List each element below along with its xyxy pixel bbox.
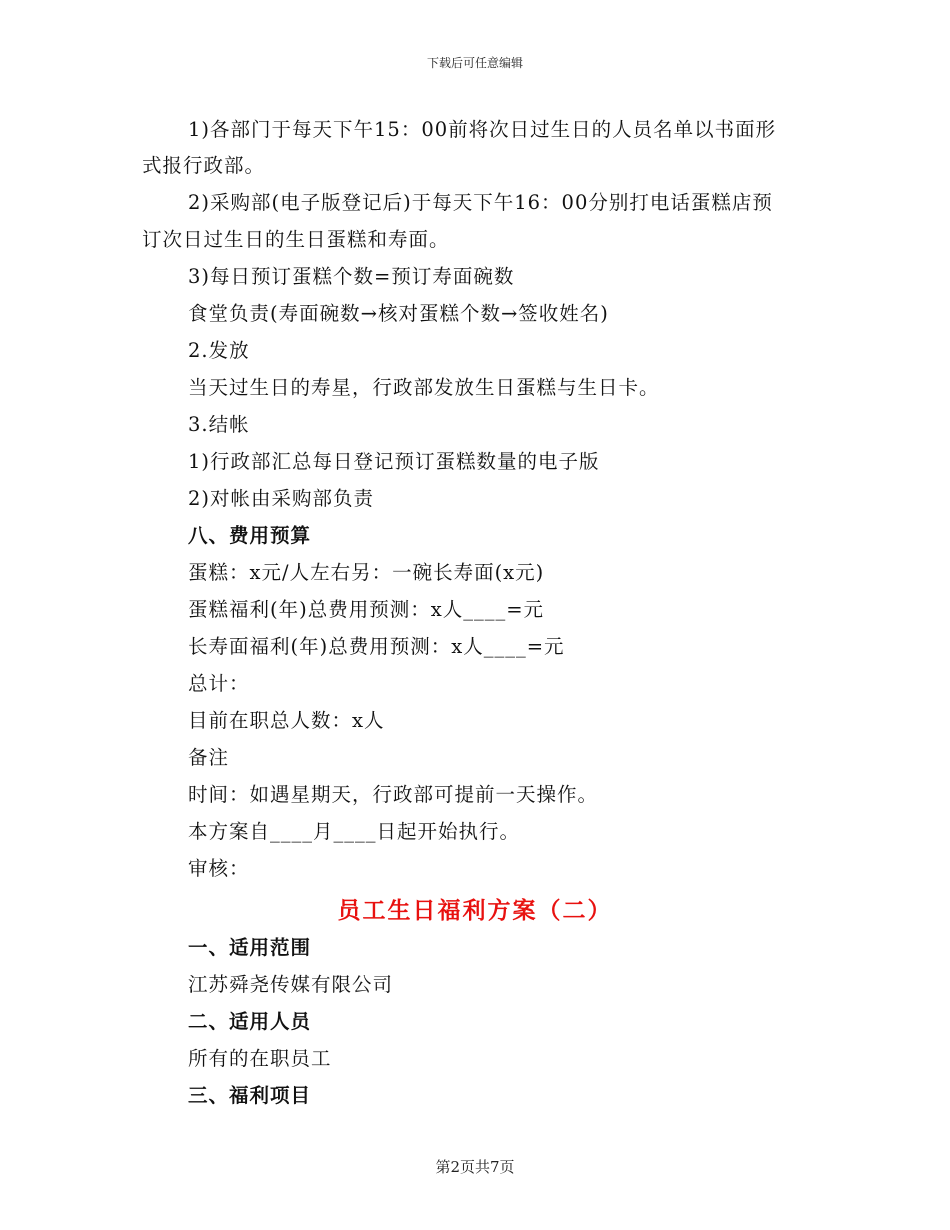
section-heading: 二、适用人员: [188, 1010, 312, 1033]
section-heading: 三、福利项目: [188, 1084, 312, 1107]
paragraph-line: 备注: [188, 746, 230, 769]
heading-line: 2.发放: [188, 339, 250, 362]
paragraph-line: 江苏舜尧传媒有限公司: [188, 973, 394, 996]
paragraph-line: 所有的在职员工: [188, 1047, 332, 1070]
paragraph-line: 目前在职总人数：x人: [188, 709, 385, 732]
paragraph-line: 长寿面福利(年)总费用预测：x人____=元: [188, 635, 565, 658]
paragraph-line: 审核：: [188, 857, 250, 880]
paragraph-line: 时间：如遇星期天，行政部可提前一天操作。: [188, 783, 599, 806]
section-heading: 一、适用范围: [188, 936, 312, 959]
paragraph-line: 2)对帐由采购部负责: [188, 487, 375, 510]
section-title: 员工生日福利方案（二）: [337, 897, 613, 924]
paragraph-line: 总计：: [188, 672, 250, 695]
paragraph-line: 1)各部门于每天下午15：00前将次日过生日的人员名单以书面形: [188, 118, 777, 141]
paragraph-line: 本方案自____月____日起开始执行。: [188, 820, 521, 843]
heading-line: 3.结帐: [188, 413, 250, 436]
paragraph-line: 食堂负责(寿面碗数→核对蛋糕个数→签收姓名): [188, 302, 609, 325]
paragraph-line: 1)行政部汇总每日登记预订蛋糕数量的电子版: [188, 450, 600, 473]
section-heading: 八、费用预算: [188, 524, 312, 547]
paragraph-line: 式报行政部。: [142, 154, 266, 177]
paragraph-line: 2)采购部(电子版登记后)于每天下午16：00分别打电话蛋糕店预: [188, 191, 773, 214]
paragraph-line: 3)每日预订蛋糕个数=预订寿面碗数: [188, 265, 515, 288]
paragraph-line: 蛋糕福利(年)总费用预测：x人____=元: [188, 598, 545, 621]
page-header: 下载后可任意编辑: [426, 56, 523, 70]
paragraph-line: 订次日过生日的生日蛋糕和寿面。: [142, 228, 450, 251]
page-footer: 第2页共7页: [435, 1158, 515, 1176]
paragraph-line: 蛋糕：x元/人左右另：一碗长寿面(x元): [188, 561, 545, 584]
paragraph-line: 当天过生日的寿星，行政部发放生日蛋糕与生日卡。: [188, 376, 660, 399]
